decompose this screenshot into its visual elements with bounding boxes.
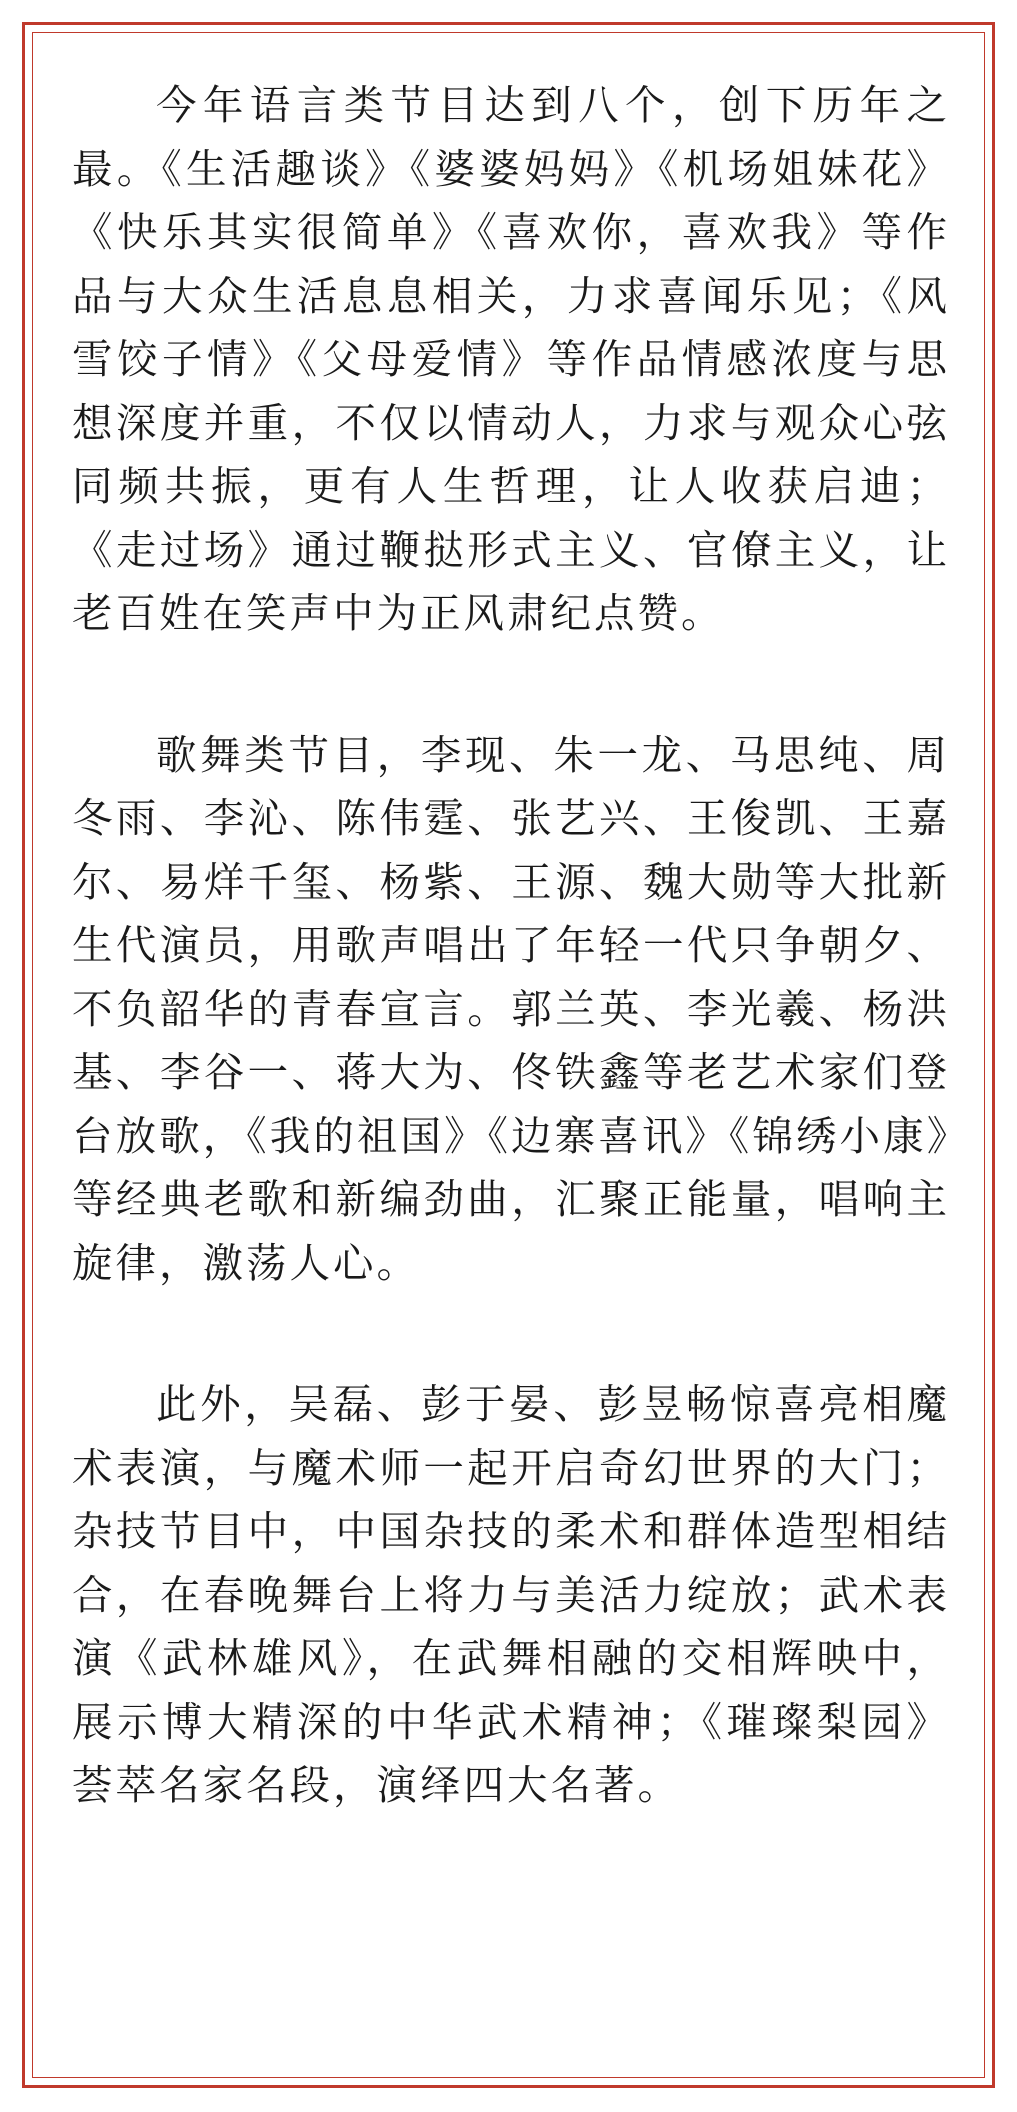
paragraph-song-dance-programs: 歌舞类节目，李现、朱一龙、马思纯、周冬雨、李沁、陈伟霆、张艺兴、王俊凯、王嘉尔、易烊千玺、杨紫、王源、魏大勋等大批新生代演员，用歌声唱出了年轻一代只争朝夕、不负韶华的青春宣言。郭兰英、李光羲、杨洪基、李谷一、蒋大为、佟铁鑫等老艺术家们登台放歌，《我的祖国》《边寨喜讯》《锦绣小康》等经典老歌和新编劲曲，汇聚正能量，唱响主旋律，激荡人心。 [72, 730, 950, 1287]
article-body [72, 74, 950, 1896]
paragraph-magic-acrobatics-martial-arts: 此外，吴磊、彭于晏、彭昱畅惊喜亮相魔术表演，与魔术师一起开启奇幻世界的大门；杂技节目中，中国杂技的柔术和群体造型相结合，在春晚舞台上将力与美活力绽放；武术表演《武林雄风》，在武舞相融的交相辉映中，展示博大精深的中华武术精神；《璀璨梨园》荟萃名家名段，演绎四大名著。 [72, 1380, 950, 1809]
paragraph-language-programs: 今年语言类节目达到八个，创下历年之最。《生活趣谈》《婆婆妈妈》《机场姐妹花》《快乐其实很简单》《喜欢你，喜欢我》等作品与大众生活息息相关，力求喜闻乐见；《风雪饺子情》《父母爱情》等作品情感浓度与思想深度并重，不仅以情动人，力求与观众心弦同频共振，更有人生哲理，让人收获启迪；《走过场》通过鞭挞形式主义、官僚主义，让老百姓在笑声中为正风肃纪点赞。 [72, 81, 950, 637]
